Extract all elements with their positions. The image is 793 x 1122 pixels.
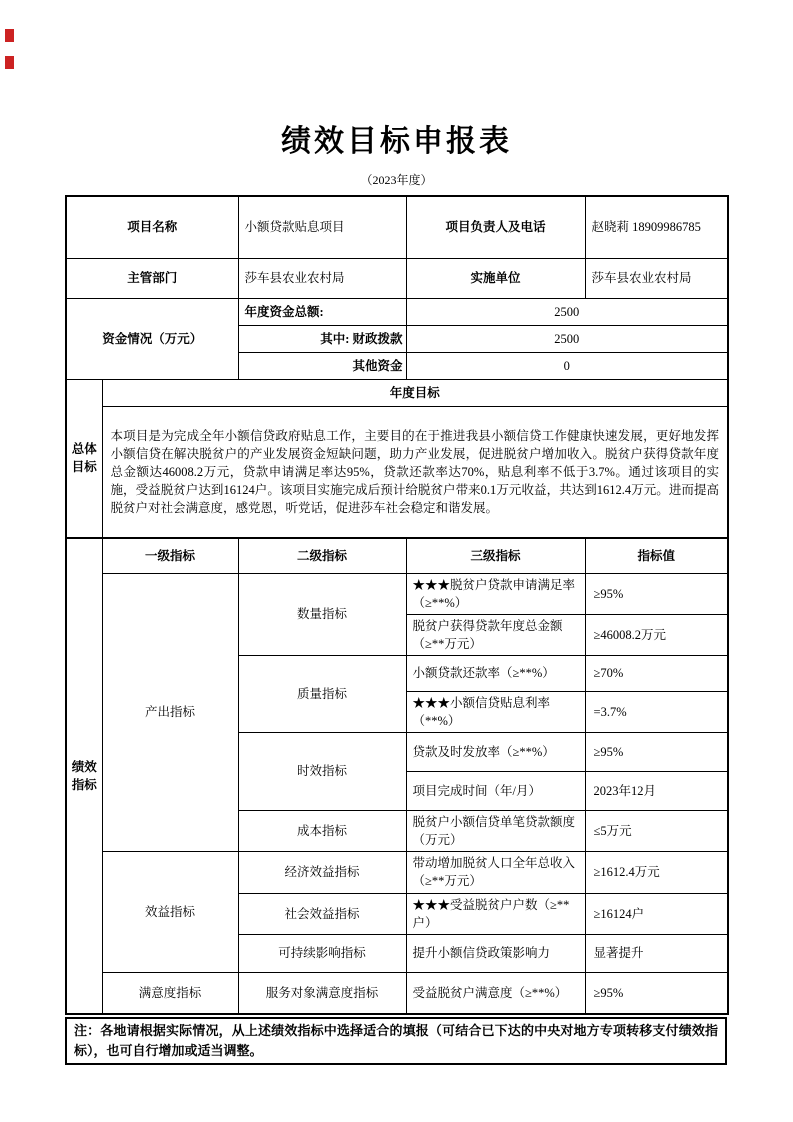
level3-indicator: ★★★小额信贷贴息利率（**%） bbox=[406, 691, 585, 732]
level3-indicator: 小额贷款还款率（≥**%） bbox=[406, 655, 585, 691]
indicator-value: ≥70% bbox=[585, 655, 728, 691]
red-mark-top-2 bbox=[5, 56, 14, 69]
col-header-level2: 二级指标 bbox=[238, 538, 406, 573]
page-title: 绩效目标申报表 bbox=[281, 125, 512, 158]
level1-satisfaction: 满意度指标 bbox=[102, 972, 238, 1014]
indicator-value: 显著提升 bbox=[585, 934, 728, 972]
indicator-value: ≥1612.4万元 bbox=[585, 851, 728, 893]
indicator-value: 2023年12月 bbox=[585, 771, 728, 810]
annual-goal-header: 年度目标 bbox=[102, 379, 728, 406]
level3-indicator: ★★★受益脱贫户户数（≥**户） bbox=[406, 893, 585, 934]
level3-indicator: 脱贫户获得贷款年度总金额（≥**万元） bbox=[406, 614, 585, 655]
indicator-row bbox=[66, 573, 728, 614]
row-annual-goal-header bbox=[66, 379, 728, 406]
level3-indicator: 脱贫户小额信贷单笔贷款额度（万元） bbox=[406, 810, 585, 851]
level2-sustainability: 可持续影响指标 bbox=[238, 934, 406, 972]
indicator-value: ≥95% bbox=[585, 573, 728, 614]
level3-indicator: ★★★脱贫户贷款申请满足率（≥**%） bbox=[406, 573, 585, 614]
level1-output: 产出指标 bbox=[102, 573, 238, 851]
level2-service-satisfaction: 服务对象满意度指标 bbox=[238, 972, 406, 1014]
funding-fiscal-label: 其中: 财政拨款 bbox=[238, 325, 406, 352]
level2-cost: 成本指标 bbox=[238, 810, 406, 851]
level3-indicator: 提升小额信贷政策影响力 bbox=[406, 934, 585, 972]
level3-indicator: 带动增加脱贫人口全年总收入（≥**万元） bbox=[406, 851, 585, 893]
level2-quantity: 数量指标 bbox=[238, 573, 406, 655]
level1-benefit: 效益指标 bbox=[102, 851, 238, 972]
indicator-row bbox=[66, 851, 728, 893]
project-name-label: 项目名称 bbox=[66, 196, 238, 258]
row-project bbox=[66, 196, 728, 258]
impl-label: 实施单位 bbox=[406, 258, 585, 298]
funding-total-value: 2500 bbox=[406, 298, 728, 325]
indicator-value: ≥95% bbox=[585, 732, 728, 771]
overall-goal-side-label: 总体目标 bbox=[66, 379, 102, 538]
funding-section-label: 资金情况（万元） bbox=[66, 298, 238, 379]
level2-quality: 质量指标 bbox=[238, 655, 406, 732]
col-header-level3: 三级指标 bbox=[406, 538, 585, 573]
indicator-value: ≤5万元 bbox=[585, 810, 728, 851]
indicator-row bbox=[66, 972, 728, 1014]
indicator-value: =3.7% bbox=[585, 691, 728, 732]
indicators-side-label: 绩效指标 bbox=[66, 538, 102, 1014]
dept-value: 莎车县农业农村局 bbox=[238, 258, 406, 298]
level2-economic: 经济效益指标 bbox=[238, 851, 406, 893]
level3-indicator: 项目完成时间（年/月） bbox=[406, 771, 585, 810]
col-header-value: 指标值 bbox=[585, 538, 728, 573]
row-indicator-headers bbox=[66, 538, 728, 573]
row-department bbox=[66, 258, 728, 298]
indicator-value: ≥16124户 bbox=[585, 893, 728, 934]
page-subtitle: （2023年度） bbox=[360, 173, 433, 187]
row-funding-total bbox=[66, 298, 728, 325]
level2-timeliness: 时效指标 bbox=[238, 732, 406, 810]
funding-other-label: 其他资金 bbox=[238, 352, 406, 379]
manager-label: 项目负责人及电话 bbox=[406, 196, 585, 258]
declaration-table bbox=[65, 195, 729, 1015]
level3-indicator: 贷款及时发放率（≥**%） bbox=[406, 732, 585, 771]
col-header-level1: 一级指标 bbox=[102, 538, 238, 573]
red-mark-top-1 bbox=[5, 29, 14, 42]
level2-social: 社会效益指标 bbox=[238, 893, 406, 934]
indicator-value: ≥46008.2万元 bbox=[585, 614, 728, 655]
impl-value: 莎车县农业农村局 bbox=[585, 258, 728, 298]
level3-indicator: 受益脱贫户满意度（≥**%） bbox=[406, 972, 585, 1014]
funding-fiscal-value: 2500 bbox=[406, 325, 728, 352]
manager-value: 赵晓莉 18909986785 bbox=[585, 196, 728, 258]
funding-total-label: 年度资金总额: bbox=[238, 298, 406, 325]
indicator-value: ≥95% bbox=[585, 972, 728, 1014]
annual-goal-text: 本项目是为完成全年小额信贷政府贴息工作，主要目的在于推进我县小额信贷工作健康快速发展，更好地发挥小额信贷在解决脱贫户的产业发展资金短缺问题，助力产业发展，促进脱贫户增加收入。脱贫户获得贷款年度总金额达46008.2万元，贷款申请满足率达95%，贷款还款率达70%，贴息利率不低于3.7%。通过该项目的实施，受益脱贫户达到16124户。该项目实施完成后预计给脱贫户带来0.1万元收益，共达到1612.4万元。进而提高脱贫户对社会满意度，感党恩，听党话，促进莎车社会稳定和谐发展。 bbox=[102, 406, 728, 538]
project-name-value: 小额贷款贴息项目 bbox=[238, 196, 406, 258]
dept-label: 主管部门 bbox=[66, 258, 238, 298]
row-annual-goal-text bbox=[66, 406, 728, 538]
footer-note: 注：各地请根据实际情况，从上述绩效指标中选择适合的填报（可结合已下达的中央对地方专项转移支付绩效指标），也可自行增加或适当调整。 bbox=[65, 1017, 727, 1065]
funding-other-value: 0 bbox=[406, 352, 728, 379]
